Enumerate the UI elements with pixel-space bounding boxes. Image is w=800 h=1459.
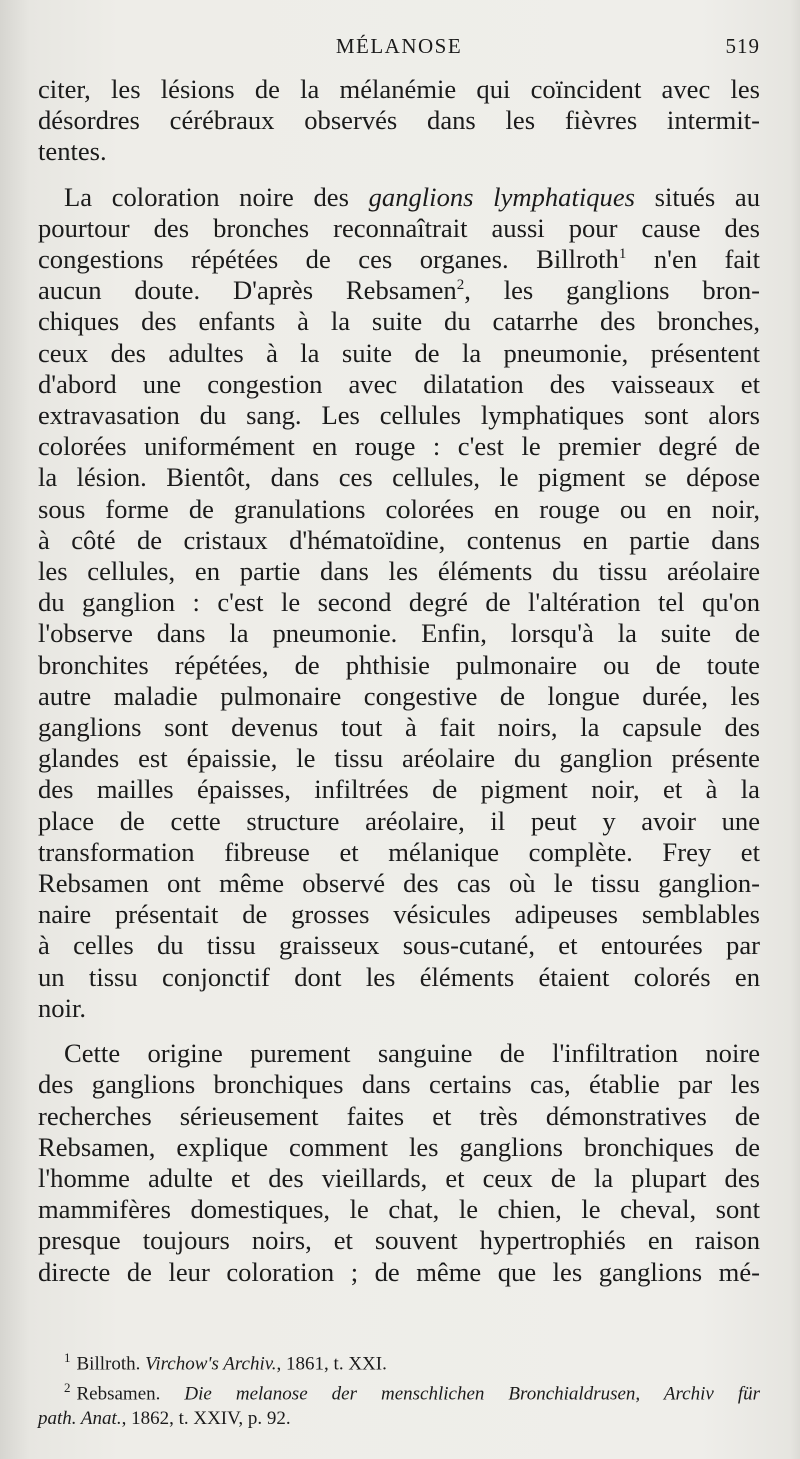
paragraph-1	[38, 74, 760, 168]
text-line: Rebsamen ont même observé des cas où le tissu ganglion-	[38, 868, 760, 899]
footnote-1: $^1$ Billroth. Virchow's Archiv., 1861, t. XXI.	[64, 1350, 387, 1375]
text-line: recherches sérieusement faites et très démonstratives de	[38, 1100, 760, 1131]
text-line: glandes est épaissie, le tissu aréolaire du ganglion présente	[38, 743, 760, 774]
text-line: à celles du tissu graisseux sous-cutané, et entourées par	[38, 930, 760, 961]
text-line: désordres cérébraux observés dans les fièvres intermit-	[38, 105, 760, 136]
text-line: à côté de cristaux d'hématoïdine, contenus en partie dans	[38, 524, 760, 555]
text-line: congestions répétées de ces organes. Billroth$^1$ n'en fait	[38, 244, 760, 275]
text-line: presque toujours noirs, et souvent hypertrophiés en raison	[38, 1225, 760, 1256]
running-title: MÉLANOSE	[335, 34, 463, 58]
footnote-ref-1[interactable]: 1	[618, 246, 627, 263]
text-line: directe de leur coloration ; de même que les ganglions mé-	[38, 1256, 760, 1287]
footnote-marker: 1	[64, 1350, 71, 1365]
text-line: mammifères domestiques, le chat, le chien, le cheval, sont	[38, 1194, 760, 1225]
footnote-ref-2[interactable]: 2	[456, 277, 465, 294]
page-number: 519	[725, 34, 760, 58]
emphasis-ganglions: ganglions lymphatiques	[368, 181, 635, 212]
text-line: aucun doute. D'après Rebsamen$^2$, les ganglions bron-	[38, 275, 760, 306]
text-line: pourtour des bronches reconnaîtrait aussi pour cause des	[38, 212, 760, 243]
text-line: ganglions sont devenus tout à fait noirs, la capsule des	[38, 712, 760, 743]
text-line: place de cette structure aréolaire, il peut y avoir une	[38, 805, 760, 836]
text-line: Cette origine purement sanguine de l'infiltration noire	[64, 1038, 760, 1069]
text-line: noir.	[38, 992, 87, 1023]
paragraph-2	[38, 182, 760, 1024]
text-line: ceux des adultes à la suite de la pneumonie, présentent	[38, 337, 760, 368]
text-line: naire présentait de grosses vésicules adipeuses semblables	[38, 899, 760, 930]
text-line: des ganglions bronchiques dans certains cas, établie par les	[38, 1069, 760, 1100]
text-line: Rebsamen, explique comment les ganglions bronchiques de	[38, 1131, 760, 1162]
footnote-2: $^2$ Rebsamen. Die melanose der menschlichen Bronchialdrusen, Archiv für	[64, 1380, 760, 1405]
text-line: bronchites répétées, de phthisie pulmonaire ou de toute	[38, 649, 760, 680]
footnote-2-continued: path. Anat., 1862, t. XXIV, p. 92.	[38, 1407, 291, 1429]
text-line: l'homme adulte et des vieillards, et ceux de la plupart des	[38, 1162, 760, 1193]
footnote-marker: 2	[64, 1380, 71, 1396]
footnotes	[38, 1346, 760, 1431]
text-line: transformation fibreuse et mélanique complète. Frey et	[38, 836, 760, 867]
text-line: la lésion. Bientôt, dans ces cellules, le pigment se dépose	[38, 462, 760, 493]
body-text	[38, 74, 760, 1288]
text-line: extravasation du sang. Les cellules lymphatiques sont alors	[38, 400, 760, 431]
text-line: l'observe dans la pneumonie. Enfin, lorsqu'à la suite de	[38, 618, 760, 649]
text-line: citer, les lésions de la mélanémie qui coïncident avec les	[38, 74, 760, 104]
text-line: du ganglion : c'est le second degré de l'altération tel qu'on	[38, 587, 760, 618]
paragraph-3	[38, 1038, 760, 1288]
text-line: d'abord une congestion avec dilatation des vaisseaux et	[38, 368, 760, 399]
text-line: autre maladie pulmonaire congestive de longue durée, les	[38, 680, 760, 711]
text-line: colorées uniformément en rouge : c'est le premier degré de	[38, 431, 760, 462]
text-line: des mailles épaisses, infiltrées de pigment noir, et à la	[38, 774, 760, 805]
text-line: tentes.	[38, 136, 107, 167]
text-line: chiques des enfants à la suite du catarrhe des bronches,	[38, 306, 760, 337]
text-line: les cellules, en partie dans les éléments du tissu aréolaire	[38, 556, 760, 587]
text-line: La coloration noire des ganglions lymphatiques situés au	[64, 181, 760, 212]
text-line: sous forme de granulations colorées en rouge ou en noir,	[38, 493, 760, 524]
running-header	[38, 34, 760, 64]
text-line: un tissu conjonctif dont les éléments étaient colorés en	[38, 961, 760, 992]
